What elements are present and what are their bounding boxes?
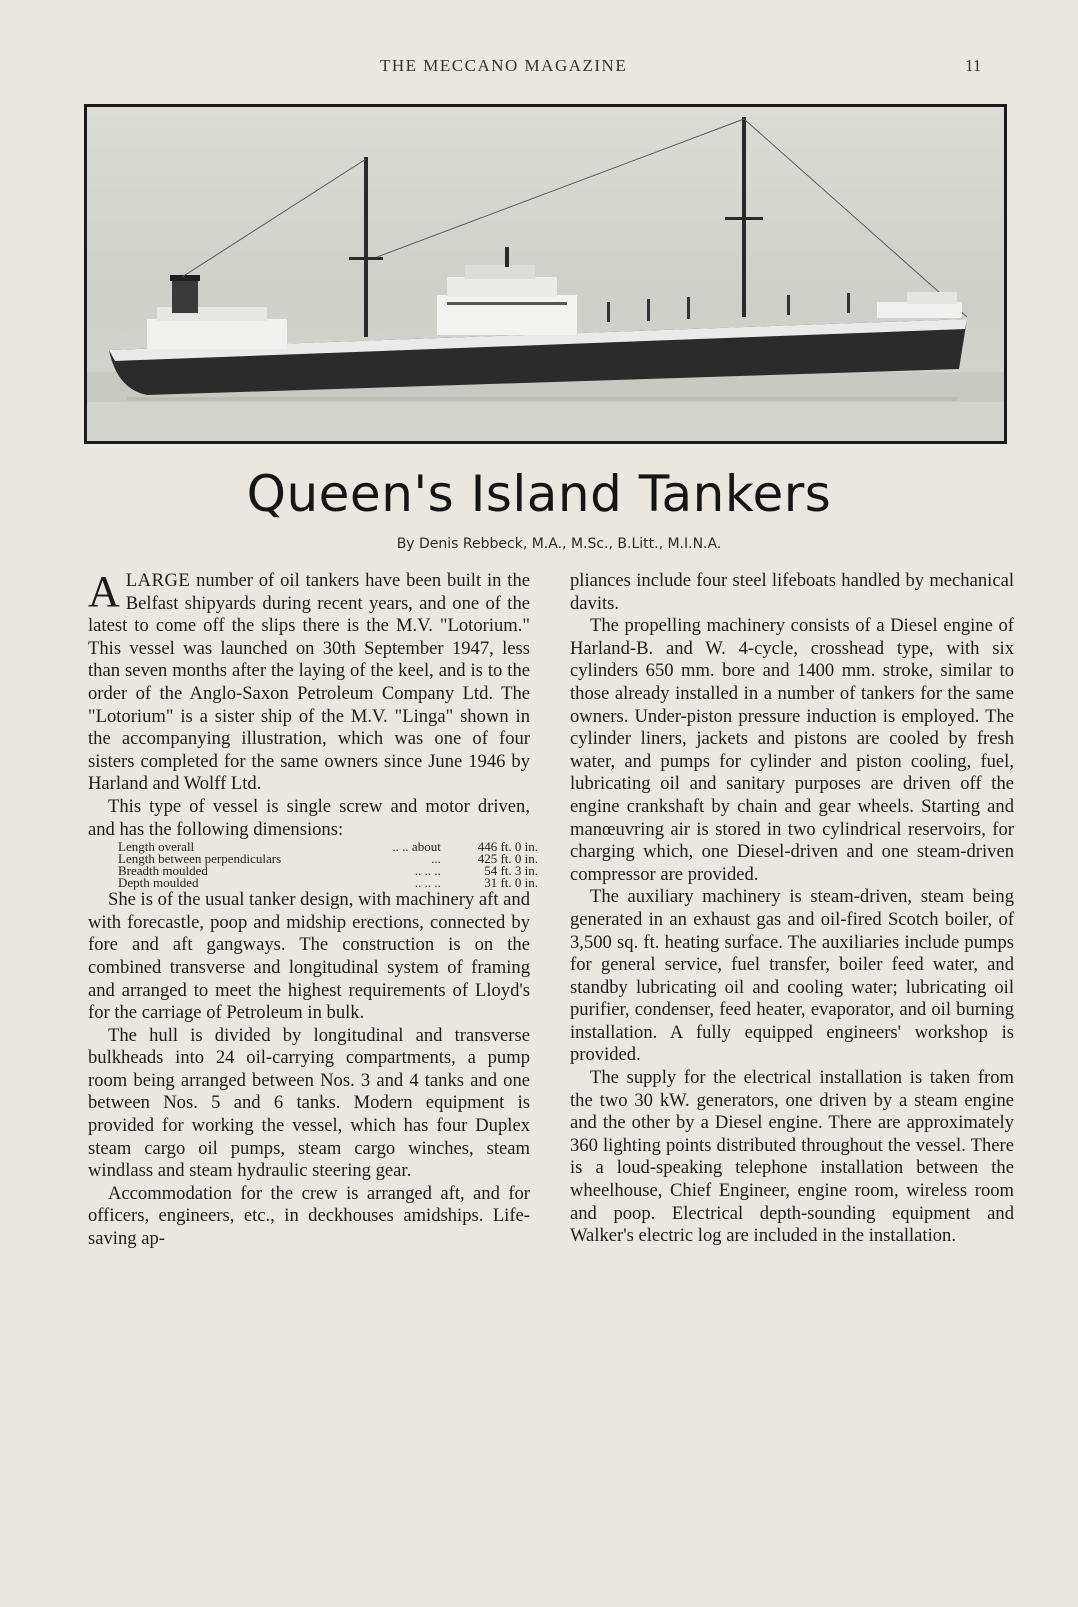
paragraph <box>88 567 530 796</box>
drop-cap: A <box>88 567 120 616</box>
dimension-note: .. .. about <box>392 839 441 855</box>
paragraph: She is of the usual tanker design, with machinery aft and with forecastle, poop and midship erections, connected by fore and aft gangways. The construction is on the combined transverse and longitudinal system of framing and arranged to meet the highest requirements of Lloyd's for the carriage of Petroleum in bulk. <box>88 889 530 1024</box>
dimension-label: Length overall <box>118 839 195 855</box>
dimension-label: Depth moulded <box>118 875 199 891</box>
right-column <box>570 570 1014 1248</box>
table-row <box>118 877 538 889</box>
dimension-note: .. .. .. <box>414 875 441 891</box>
dimensions-table <box>118 841 538 889</box>
magazine-title: THE MECCANO MAGAZINE <box>380 56 628 75</box>
lead-word: LARGE <box>125 570 191 591</box>
dimension-value: 54 ft. 3 in. <box>484 863 538 879</box>
article-title: Queen's Island Tankers <box>246 465 832 523</box>
running-head <box>0 56 1078 78</box>
paragraph-text: number of oil tankers have been built in the Belfast shipyards during recent years, and one of the latest to come off the slips there is the M.V. "Lotorium." This vessel was launched on 30th September 1947, less than seven months after the laying of the keel, and is to the order of the Anglo-Saxon Petroleum Company Ltd. The "Lotorium" is a sister ship of the M.V. "Linga" shown in the accompanying illustration, which was one of four sisters completed for the same owners since June 1946 by Harland and Wolff Ltd. <box>88 570 530 795</box>
page-number: 11 <box>965 56 982 75</box>
paragraph: The supply for the electrical installation is taken from the two 30 kW. generators, one driven by a steam engine and the other by a Diesel engine. There are approximately 360 lighting points distributed throughout the vessel. There is a loud-speaking telephone installation between the wheelhouse, Chief Engineer, engine room, wireless room and poop. Electrical depth-sounding equipment and Walker's electric log are included in the installation. <box>570 1067 1014 1247</box>
left-column <box>88 567 538 1251</box>
article-byline: By Denis Rebbeck, M.A., M.Sc., B.Litt., M.I.N.A. <box>396 536 722 552</box>
dimension-note: ... <box>431 851 441 867</box>
dimension-value: 31 ft. 0 in. <box>484 875 538 891</box>
paragraph: The auxiliary machinery is steam-driven, steam being generated in an exhaust gas and oil-fired Scotch boiler, of 3,500 sq. ft. heating surface. The auxiliaries include pumps for general service, fuel transfer, boiler feed water, and standby lubricating oil and cooling water; lubricating oil purifier, condenser, feed heater, evaporator, and oil burning installation. A fully equipped engineers' workshop is provided. <box>570 886 1014 1066</box>
dimension-note: .. .. .. <box>414 863 441 879</box>
paragraph: The hull is divided by longitudinal and transverse bulkheads into 24 oil-carrying compartments, a pump room being arranged between Nos. 3 and 4 tanks and one between Nos. 5 and 6 tanks. Modern equipment is provided for working the vessel, which has four Duplex steam cargo oil pumps, steam cargo winches, steam windlass and steam hydraulic steering gear. <box>88 1024 530 1182</box>
paragraph: The propelling machinery consists of a Diesel engine of Harland-B. and W. 4-cycle, crosshead type, with six cylinders 650 mm. bore and 1400 mm. stroke, similar to those already installed in a number of tankers for the same owners. Under-piston pressure induction is employed. The cylinder liners, jackets and pistons are cooled by fresh water, and pumps for cylinder and piston cooling, fuel, lubricating oil and sanitary purposes are driven off the engine crankshaft by chain and gear wheels. Starting and manœuvring air is stored in two cylindrical reservoirs, for charging which, one Diesel-driven and one steam-driven compressor are provided. <box>570 615 1014 885</box>
dimension-label: Breadth moulded <box>118 863 208 879</box>
dimension-value: 446 ft. 0 in. <box>477 839 538 855</box>
paragraph: This type of vessel is single screw and motor driven, and has the following dimensions: <box>88 795 530 840</box>
paragraph: pliances include four steel lifeboats handled by mechanical davits. <box>570 570 1014 614</box>
dimension-value: 425 ft. 0 in. <box>477 851 538 867</box>
dimension-label: Length between perpendiculars <box>118 851 282 867</box>
paragraph: Accommodation for the crew is arranged aft, and for officers, engineers, etc., in deckhouses amidships. Life-saving ap- <box>88 1182 530 1250</box>
tanker-photograph <box>84 104 1007 444</box>
